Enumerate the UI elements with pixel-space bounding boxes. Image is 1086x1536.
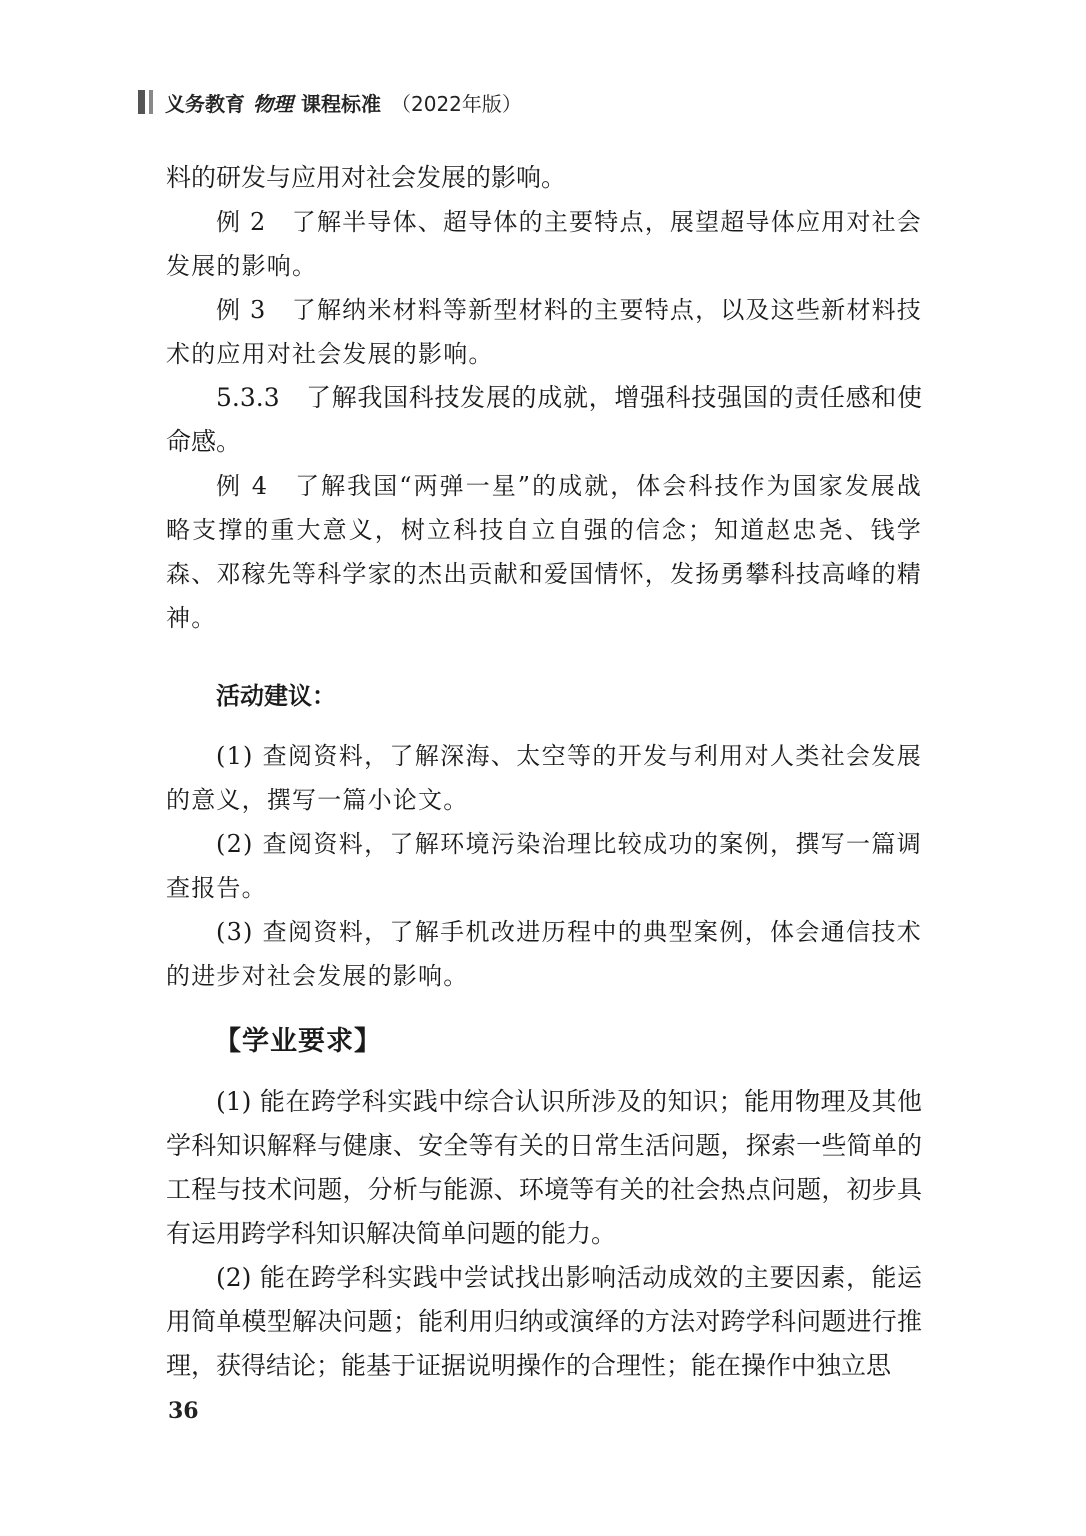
activity-item: (2) 查阅资料，了解环境污染治理比较成功的案例，撰写一篇调查报告。: [166, 830, 922, 902]
activity-item: (1) 查阅资料，了解深海、太空等的开发与利用对人类社会发展的意义，撰写一篇小论文。: [166, 742, 922, 814]
example-4: 例 4 了解我国“两弹一星”的成就，体会科技作为国家发展战略支撑的重大意义，树立科技自立自强的信念；知道赵忠尧、钱学森、邓稼先等科学家的杰出贡献和爱国情怀，发扬勇攀科技高峰的精神。: [166, 472, 922, 632]
requirement-item: (2) 能在跨学科实践中尝试找出影响活动成效的主要因素，能运用简单模型解决问题；能利用归纳或演绎的方法对跨学科问题进行推理，获得结论；能基于证据说明操作的合理性；能在操作中独立思: [166, 1263, 922, 1380]
activity-list: [166, 734, 922, 998]
header-standard: 课程标准: [301, 91, 381, 116]
example-3: 例 3 了解纳米材料等新型材料的主要特点，以及这些新材料技术的应用对社会发展的影响。: [166, 296, 922, 368]
item-5-3-3: 5.3.3 了解我国科技发展的成就，增强科技强国的责任感和使命感。: [166, 383, 922, 456]
continued-paragraph: 料的研发与应用对社会发展的影响。: [166, 163, 567, 192]
requirement-item: (1) 能在跨学科实践中综合认识所涉及的知识；能用物理及其他学科知识解释与健康、安全等有关的日常生活问题，探索一些简单的工程与技术问题，分析与能源、环境等有关的社会热点问题，初步具有运用跨学科知识解决简单问题的能力。: [166, 1087, 922, 1248]
example-2: 例 2 了解半导体、超导体的主要特点，展望超导体应用对社会发展的影响。: [166, 208, 922, 280]
requirements-list: [166, 1080, 922, 1388]
page-body: [166, 156, 922, 1388]
header-subject: 物理: [253, 91, 293, 116]
academic-requirements-heading: 【学业要求】: [214, 1026, 382, 1057]
header-book-title: 义务教育: [165, 91, 245, 116]
page-number: 36: [168, 1398, 199, 1424]
header-bar-mark-icon: [138, 90, 153, 114]
header-edition: （2022年版）: [391, 91, 522, 116]
activity-suggestions-heading: 活动建议：: [216, 682, 336, 710]
running-header: [138, 86, 522, 118]
activity-item: (3) 查阅资料，了解手机改进历程中的典型案例，体会通信技术的进步对社会发展的影响。: [166, 918, 922, 990]
